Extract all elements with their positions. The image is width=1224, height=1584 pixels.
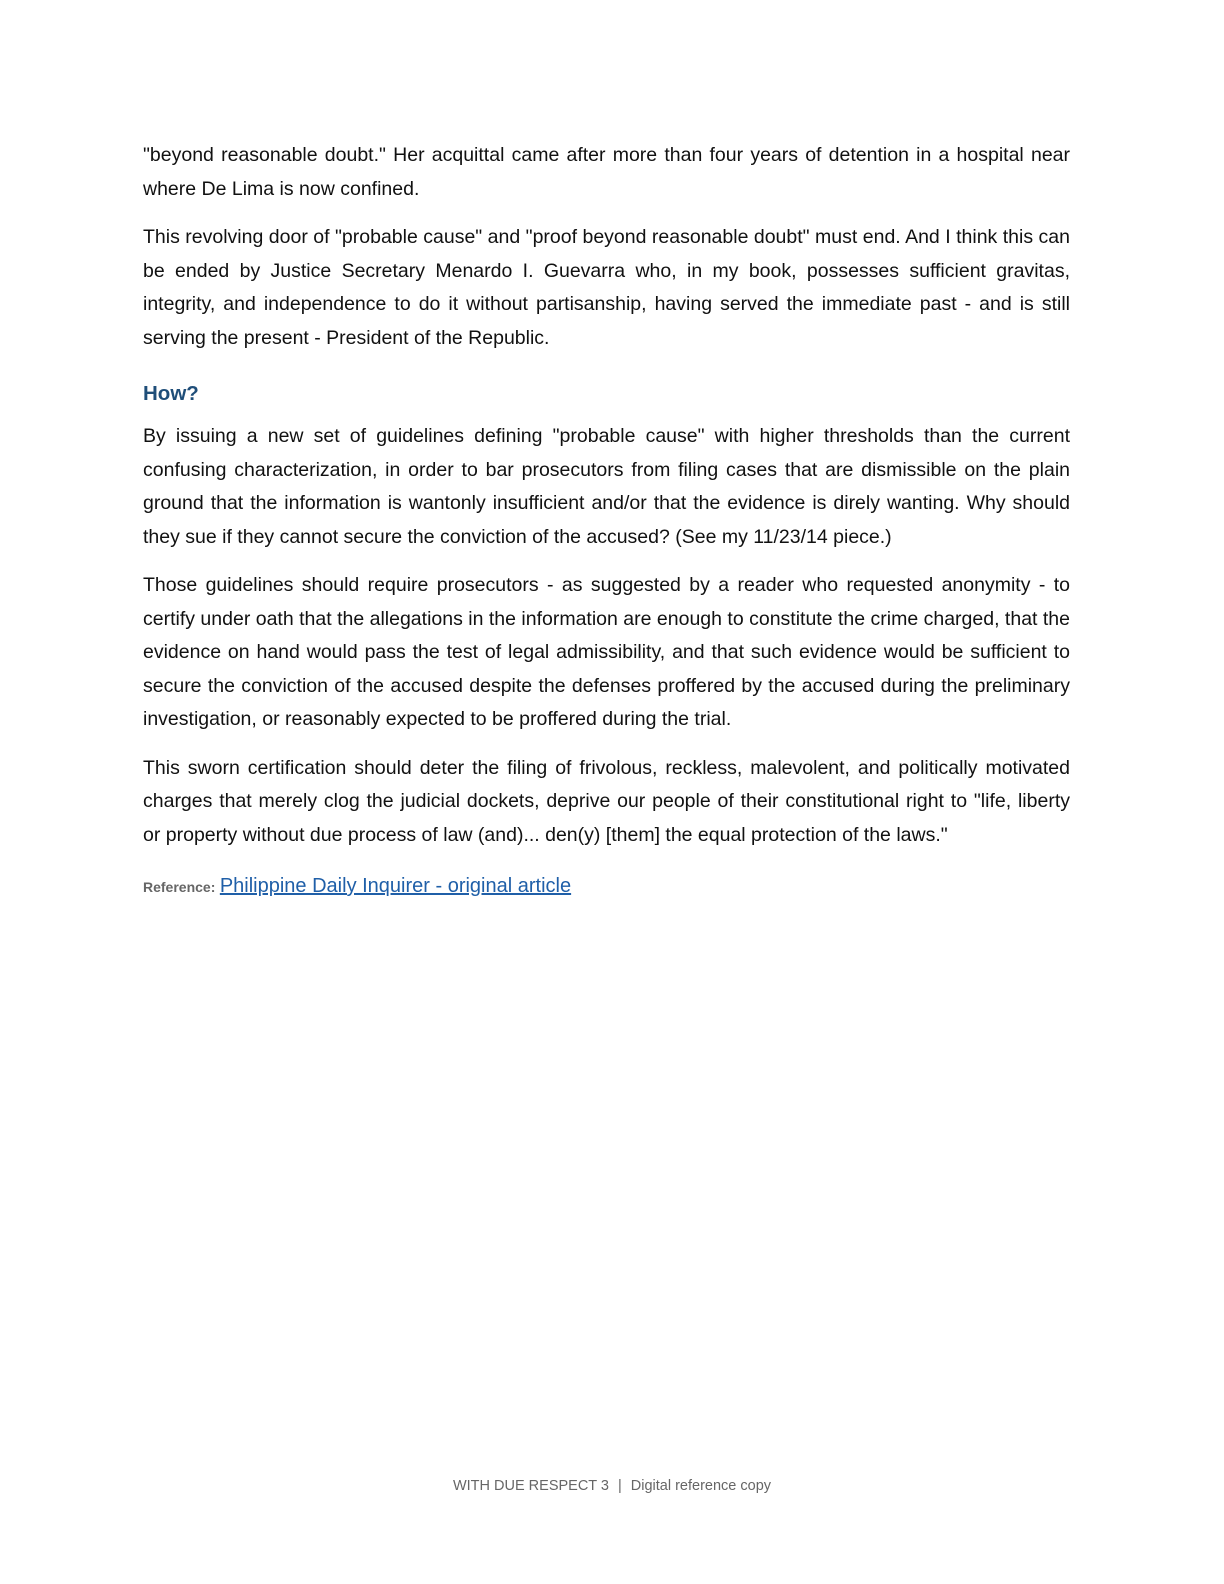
paragraph: "beyond reasonable doubt." Her acquittal came after more than four years of detention in a hospital near where De Lima is now confined. <box>143 144 1070 200</box>
section-heading: How? <box>143 382 199 405</box>
page-footer <box>0 1478 1224 1494</box>
footer-title: WITH DUE RESPECT 3 <box>452 1478 609 1494</box>
paragraph: Those guidelines should require prosecutors - as suggested by a reader who requested anonymity - to certify under oath that the allegations in the information are enough to constitute the crime charged, that the evidence on hand would pass the test of legal admissibility, and that such evidence would be sufficient to secure the conviction of the accused despite the defenses proffered by the accused during the preliminary investigation, or reasonably expected to be proffered during the trial. <box>143 574 1070 730</box>
reference-link[interactable]: Philippine Daily Inquirer - original article <box>219 875 572 897</box>
paragraph: By issuing a new set of guidelines defining "probable cause" with higher thresholds than the current confusing characterization, in order to bar prosecutors from filing cases that are dismissible on the plain ground that the information is wantonly insufficient and/or that the evidence is direly wanting. Why should they sue if they cannot secure the conviction of the accused? (See my 11/23/14 piece.) <box>143 425 1070 548</box>
paragraph: This revolving door of "probable cause" and "proof beyond reasonable doubt" must end. And I think this can be ended by Justice Secretary Menardo I. Guevarra who, in my book, possesses sufficient gravitas, integrity, and independence to do it without partisanship, having served the immediate past - and is still serving the present - President of the Republic. <box>143 226 1070 349</box>
document-body <box>143 139 1070 902</box>
paragraph: This sworn certification should deter the filing of frivolous, reckless, malevolent, and politically motivated charges that merely clog the judicial dockets, deprive our people of their constitutional right to "life, liberty or property without due process of law (and)... den(y) [them] the equal protection of the laws." <box>143 756 1070 846</box>
reference-line <box>143 872 1070 902</box>
footer-separator: | <box>618 1478 622 1494</box>
reference-label: Reference: <box>143 879 216 895</box>
footer-note: Digital reference copy <box>630 1478 772 1494</box>
